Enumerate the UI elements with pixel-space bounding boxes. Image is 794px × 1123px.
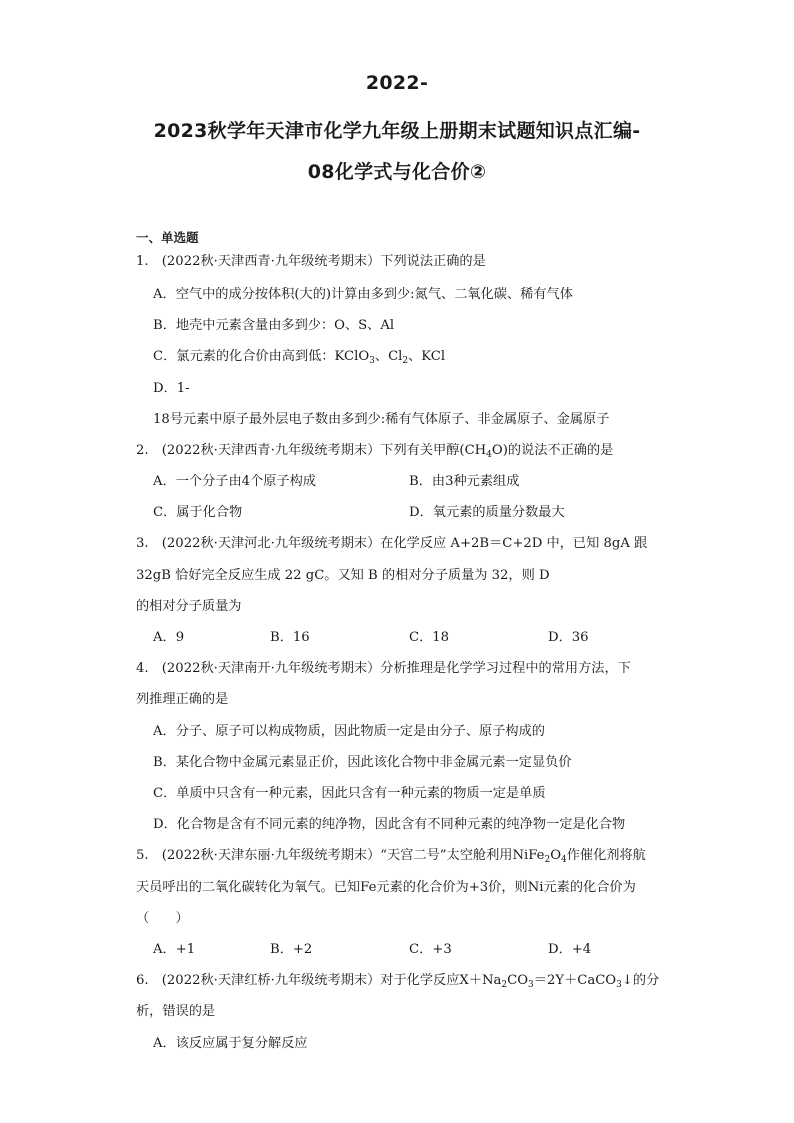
q2-option-a: A．一个分子由4个原子构成 xyxy=(153,474,316,489)
q4-option-a: A．分子、原子可以构成物质，因此物质一定是由分子、原子构成的 xyxy=(153,724,545,739)
q3-option-a: A．9 xyxy=(153,630,185,645)
title-line-3: 08化学式与化合价② xyxy=(307,161,487,183)
q4-stem-line2: 列推理正确的是 xyxy=(136,692,229,707)
q1-stem: 1. (2022秋·天津西青·九年级统考期末）下列说法正确的是 xyxy=(136,254,486,269)
q5-stem-line1: 5. (2022秋·天津东丽·九年级统考期末）“天宫二号”太空舱利用$NiFe_2O_4$作催化剂将航 xyxy=(136,848,646,865)
q4-option-d: D．化合物是含有不同元素的纯净物，因此含有不同种元素的纯净物一定是化合物 xyxy=(153,817,626,832)
q6-stem-line1: 6. (2022秋·天津红桥·九年级统考期末）对于化学反应$X+Na_2CO_3=2Y+CaCO_3↓$的分 xyxy=(136,973,660,990)
title-line-1: 2022- xyxy=(365,72,429,94)
q6-stem-line2: 析，错误的是 xyxy=(136,1004,216,1019)
q1-option-c: C．氯元素的化合价由高到低：KClO$_3$、$Cl_2$、KCl xyxy=(153,349,446,366)
q4-option-b: B．某化合物中金属元素显正价，因此该化合物中非金属元素一定显负价 xyxy=(153,755,572,770)
title-line-2: 2023秋学年天津市化学九年级上册期末试题知识点汇编- xyxy=(153,120,641,142)
q1-option-d-line1: D．1- xyxy=(153,381,190,396)
q1-option-b: B．地壳中元素含量由多到少：O、S、Al xyxy=(153,318,395,333)
q4-option-c: C．单质中只含有一种元素，因此只含有一种元素的物质一定是单质 xyxy=(153,786,546,801)
q2-stem: 2. (2022秋·天津西青·九年级统考期末）下列有关甲醇$(CH_4O)$的说法不正确的是 xyxy=(136,443,614,460)
q5-option-b: B．+2 xyxy=(270,942,313,957)
q3-option-c: C．18 xyxy=(409,630,450,645)
q3-option-d: D．36 xyxy=(548,630,589,645)
q3-stem-line3: 的相对分子质量为 xyxy=(136,599,242,614)
q1-option-a: A．空气中的成分按体积(大的)计算由多到少:氮气、二氧化碳、稀有气体 xyxy=(153,287,573,302)
q3-option-b: B．16 xyxy=(270,630,310,645)
q4-stem-line1: 4. (2022秋·天津南开·九年级统考期末）分析推理是化学学习过程中的常用方法，下 xyxy=(136,661,631,676)
section-heading: 一、单选题 xyxy=(136,230,199,245)
q5-stem-line2: 天员呼出的二氧化碳转化为氧气。已知Fe元素的化合价为+3价，则Ni元素的化合价为 xyxy=(136,880,636,895)
q2-option-b: B．由3种元素组成 xyxy=(409,474,520,489)
q1-option-d-line2: 18号元素中原子最外层电子数由多到少:稀有气体原子、非金属原子、金属原子 xyxy=(153,412,610,427)
q5-option-c: C．+3 xyxy=(409,942,452,957)
q2-option-d: D．氧元素的质量分数最大 xyxy=(409,505,565,520)
q3-stem-line1: 3. (2022秋·天津河北·九年级统考期末）在化学反应 A+2B＝C+2D 中，已知 8gA 跟 xyxy=(136,536,648,551)
q5-option-a: A．+1 xyxy=(153,942,196,957)
q5-stem-line3: （ ） xyxy=(136,911,189,926)
q6-option-a: A．该反应属于复分解反应 xyxy=(153,1036,308,1051)
q3-stem-line2: 32gB 恰好完全反应生成 22 gC。又知 B 的相对分子质量为 32，则 D xyxy=(136,568,550,583)
q2-option-c: C．属于化合物 xyxy=(153,505,243,520)
q5-option-d: D．+4 xyxy=(548,942,592,957)
